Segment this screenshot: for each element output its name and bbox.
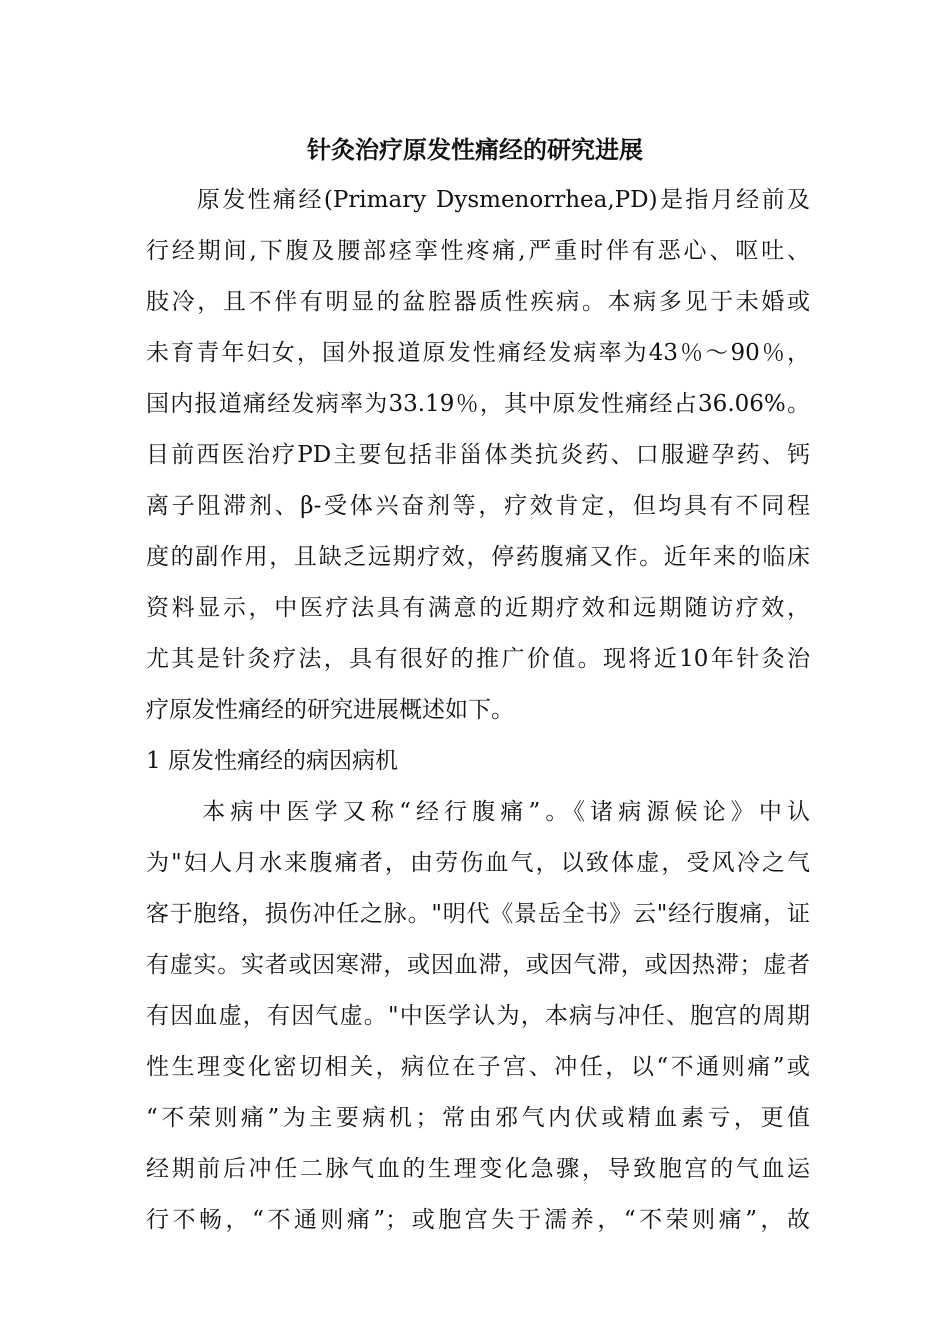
paragraph-line: 离子阻滞剂、β-受体兴奋剂等，疗效肯定，但均具有不同程 [146, 493, 810, 519]
paragraph-line: 肢冷，且不伴有明显的盆腔器质性疾病。本病多见于未婚或 [146, 289, 810, 315]
paragraph-line: 未育青年妇女，国外报道原发性痛经发病率为43％～90％， [146, 340, 810, 366]
paragraph-line: 有虚实。实者或因寒滞，或因血滞，或因气滞，或因热滞；虚者 [146, 952, 810, 978]
paragraph-line: 行经期间,下腹及腰部痉挛性疼痛,严重时伴有恶心、呕吐、 [146, 238, 810, 264]
paragraph-line: 有因血虚，有因气虚。"中医学认为，本病与冲任、胞宫的周期 [146, 1003, 810, 1029]
section-heading: 1 原发性痛经的病因病机 [146, 748, 398, 774]
paragraph-line: 疗原发性痛经的研究进展概述如下。 [146, 697, 514, 723]
paragraph-line: “不荣则痛”为主要病机；常由邪气内伏或精血素亏，更值 [146, 1105, 810, 1131]
paragraph-line: 行不畅，“不通则痛”；或胞宫失于濡养，“不荣则痛”，故 [146, 1207, 810, 1233]
paragraph-line: 目前西医治疗PD主要包括非甾体类抗炎药、口服避孕药、钙 [146, 442, 810, 468]
paragraph-line: 资料显示，中医疗法具有满意的近期疗效和远期随访疗效， [146, 595, 810, 621]
paragraph-line: 尤其是针灸疗法，具有很好的推广价值。现将近10年针灸治 [146, 646, 810, 672]
paragraph-line: 客于胞络，损伤冲任之脉。"明代《景岳全书》云"经行腹痛，证 [146, 901, 810, 927]
paragraph-line: 度的副作用，且缺乏远期疗效，停药腹痛又作。近年来的临床 [146, 544, 810, 570]
paragraph-line: 为"妇人月水来腹痛者，由劳伤血气，以致体虚，受风冷之气 [146, 850, 810, 876]
document-title: 针灸治疗原发性痛经的研究进展 [307, 135, 643, 164]
paragraph-line: 原发性痛经(Primary Dysmenorrhea,PD)是指月经前及 [146, 187, 810, 213]
paragraph-line: 性生理变化密切相关，病位在子宫、冲任，以“不通则痛”或 [146, 1054, 810, 1080]
paragraph-line: 经期前后冲任二脉气血的生理变化急骤，导致胞宫的气血运 [146, 1156, 810, 1182]
paragraph-line: 国内报道痛经发病率为33.19％，其中原发性痛经占36.06%。 [146, 391, 810, 417]
paragraph-line: 本病中医学又称“经行腹痛”。《诸病源候论》中认 [146, 799, 810, 825]
